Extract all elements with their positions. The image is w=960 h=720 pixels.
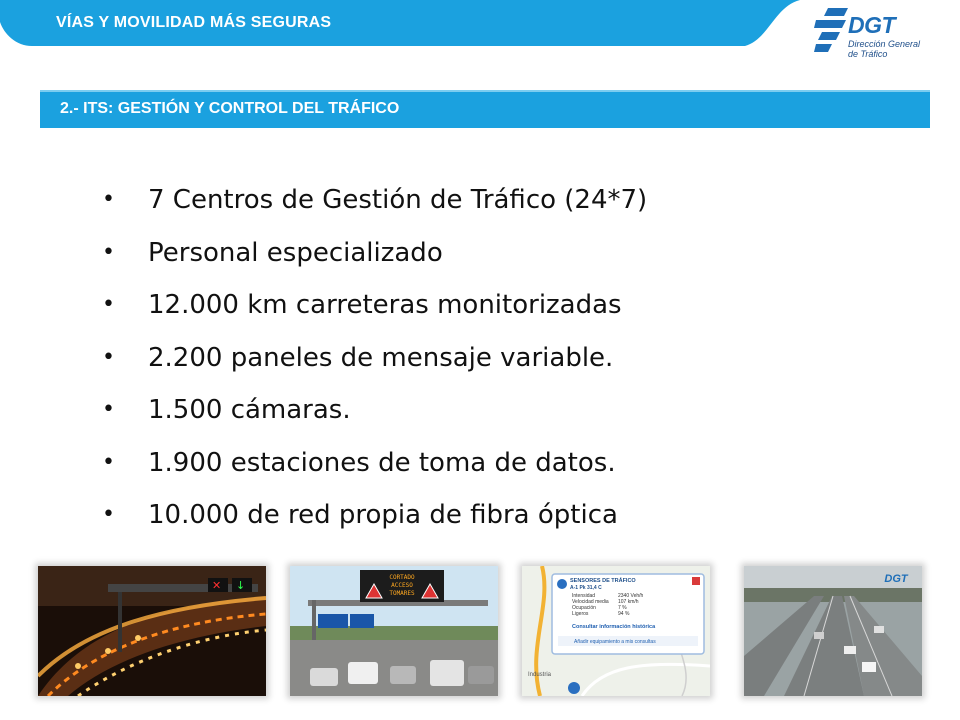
list-item-text: 12.000 km carreteras monitorizadas — [148, 290, 622, 320]
popup-row-label: Intensidad — [572, 593, 596, 599]
vms-line1: CORTADO — [389, 574, 415, 581]
list-item — [98, 336, 647, 389]
bullet-icon: • — [102, 344, 115, 370]
dgt-logo — [814, 8, 934, 66]
popup-add-link: Añadir equipamiento a mis consultas — [574, 639, 656, 645]
vms-line2: ACCESO — [391, 582, 413, 589]
photo-sensor-map — [522, 566, 710, 696]
logo-subtitle-line1: Dirección General — [848, 39, 921, 49]
vms-line3: TOMARES — [389, 590, 415, 597]
bullet-icon: • — [102, 239, 115, 265]
list-item-text: 1.500 cámaras. — [148, 395, 351, 425]
list-item-text: 2.200 paneles de mensaje variable. — [148, 342, 614, 373]
photo-camera-view — [744, 566, 922, 696]
popup-title: SENSORES DE TRÁFICO — [570, 578, 636, 584]
popup-row-value: 94 % — [618, 611, 630, 617]
popup-row-label: Velocidad media — [572, 599, 609, 605]
dgt-logo-mark-icon — [814, 8, 848, 54]
section-title: 2.- ITS: GESTIÓN Y CONTROL DEL TRÁFICO — [60, 100, 400, 117]
popup-row-value: 7 % — [618, 605, 627, 611]
vms-highway-image — [290, 566, 498, 696]
list-item — [98, 283, 647, 336]
map-label: Industria — [528, 672, 552, 678]
section-bar — [40, 90, 930, 128]
list-item — [98, 441, 647, 494]
popup-row-value: 2340 Veh/h — [618, 593, 644, 599]
bullet-icon: • — [102, 397, 115, 422]
list-item-text: 10.000 de red propia de fibra óptica — [148, 500, 618, 530]
list-item — [98, 493, 647, 546]
popup-row-label: Ocupación — [572, 605, 596, 611]
bullet-icon: • — [102, 449, 115, 475]
popup-location: A-1 Pk 31,4 C — [570, 585, 602, 591]
sensor-map-image — [522, 566, 710, 696]
photo-night-highway — [38, 566, 266, 696]
svg-text:↓: ↓ — [236, 579, 246, 592]
list-item — [98, 231, 647, 284]
bullet-icon: • — [102, 187, 115, 212]
list-item — [98, 178, 647, 231]
list-item — [98, 388, 647, 441]
list-item-text: Personal especializado — [148, 237, 443, 268]
list-item-text: 7 Centros de Gestión de Tráfico (24*7) — [148, 185, 648, 215]
photo-vms-sign — [290, 566, 498, 696]
bullet-list — [98, 178, 647, 546]
logo-subtitle-line2: de Tráfico — [848, 49, 888, 59]
popup-row-value: 107 km/h — [618, 599, 639, 605]
logo-subtitle — [848, 39, 934, 59]
night-highway-image — [38, 566, 266, 696]
top-banner — [0, 0, 800, 48]
list-item-text: 1.900 estaciones de toma de datos. — [148, 447, 616, 478]
banner-title: VÍAS Y MOVILIDAD MÁS SEGURAS — [56, 14, 332, 31]
bullet-icon: • — [102, 502, 115, 527]
popup-row-label: Ligeros — [572, 611, 589, 617]
svg-text:✕: ✕ — [212, 579, 222, 592]
logo-word: DGT — [848, 12, 896, 38]
camera-overlay-logo: DGT — [884, 573, 908, 585]
popup-history-link: Consultar información histórica — [572, 624, 656, 630]
bullet-icon: • — [102, 292, 115, 317]
camera-view-image — [744, 566, 922, 696]
